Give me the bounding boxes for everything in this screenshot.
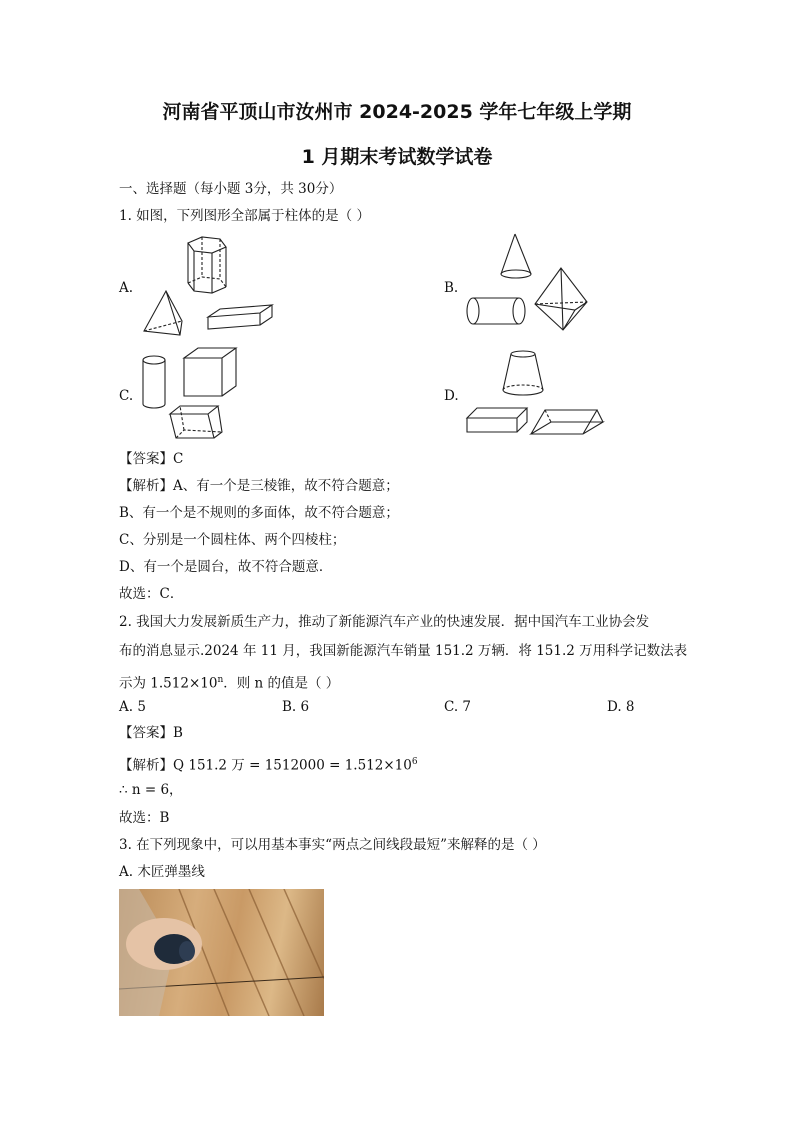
- q3-option-a: A. 木匠弹墨线: [119, 864, 205, 880]
- q2-option-d: D. 8: [607, 699, 635, 715]
- q1-option-d: D.: [444, 388, 459, 404]
- q2-stem-line-2: 布的消息显示.2024 年 11 月，我国新能源汽车销量 151.2 万辆．将 151.2 万用科学记数法表: [119, 643, 688, 659]
- section-heading: 一、选择题（每小题 3分，共 30分）: [119, 181, 343, 197]
- q1-conclusion: 故选：C．: [119, 586, 184, 602]
- q2-stem-line-3: 示为 $1.512\times 10^n$．则 n 的值是（ ）: [119, 675, 340, 692]
- q3-stem: 3. 在下列现象中，可以用基本事实“两点之间线段最短”来解释的是（ ）: [119, 837, 546, 853]
- q1-figure-c: [138, 346, 238, 444]
- title-line-1: 河南省平顶山市汝州市 2024-2025 学年七年级上学期: [162, 101, 632, 123]
- title-line-2: 1 月期末考试数学试卷: [301, 146, 493, 168]
- q1-option-b: B.: [444, 280, 459, 296]
- q2-option-b: B. 6: [282, 699, 310, 715]
- q2-conclusion: 故选：B: [119, 810, 170, 826]
- q1-analysis-4: D、有一个是圆台，故不符合题意．: [119, 559, 333, 575]
- q2-analysis-1: 【解析】Q 151.2 万 = $1512000 = 1.512\times 10^6$: [119, 757, 418, 774]
- q1-figure-a: [140, 235, 275, 335]
- q2-analysis-2: ∴ n = 6，: [119, 782, 183, 798]
- q1-option-a: A.: [119, 280, 134, 296]
- carpenter-ink-line-photo: [119, 889, 324, 1016]
- q2-option-c: C. 7: [444, 699, 472, 715]
- q2-option-a: A. 5: [119, 699, 146, 715]
- q1-analysis-2: B、有一个是不规则的多面体，故不符合题意；: [119, 505, 399, 521]
- q1-figure-d: [463, 350, 608, 440]
- q2-stem-line-1: 2. 我国大力发展新质生产力，推动了新能源汽车产业的快速发展．据中国汽车工业协会发: [119, 614, 650, 630]
- q1-analysis-1: 【解析】A、有一个是三棱锥，故不符合题意；: [119, 478, 399, 494]
- q1-option-c: C.: [119, 388, 134, 404]
- q2-answer: 【答案】B: [119, 725, 183, 741]
- q1-figure-b: [463, 232, 593, 342]
- q1-analysis-3: C、分别是一个圆柱体、两个四棱柱；: [119, 532, 346, 548]
- q1-stem: 1. 如图，下列图形全部属于柱体的是（ ）: [119, 208, 370, 224]
- q1-answer: 【答案】C: [119, 451, 184, 467]
